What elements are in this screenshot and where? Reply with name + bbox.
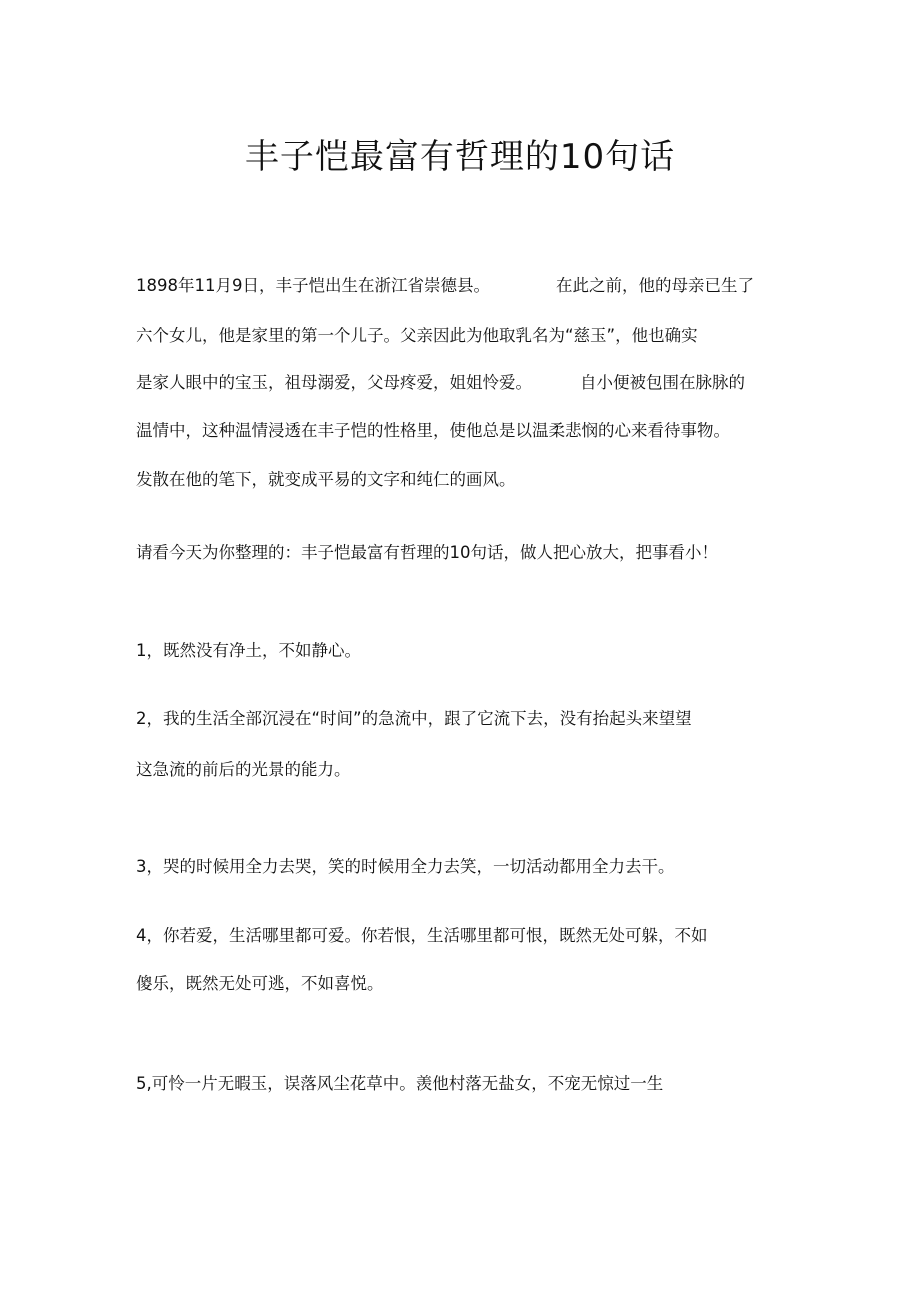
intro-line-3-part-b: 自小便被包围在脉脉的 [580, 373, 745, 392]
quote-4-line-1: 4，你若爱，生活哪里都可爱。你若恨，生活哪里都可恨，既然无处可躲，不如 [136, 926, 708, 945]
intro-line-1-part-a: 1898年11月9日，丰子恺出生在浙江省崇德县。 [136, 276, 490, 295]
quote-1-line-1: 1，既然没有净土，不如静心。 [136, 641, 361, 660]
intro-line-3-part-a: 是家人眼中的宝玉，祖母溺爱，父母疼爱，姐姐怜爱。 [136, 373, 532, 392]
intro-line-4: 温情中，这种温情浸透在丰子恺的性格里，使他总是以温柔悲悯的心来看待事物。 [136, 421, 730, 440]
intro-line-3 [136, 369, 776, 397]
intro-line-5: 发散在他的笔下，就变成平易的文字和纯仁的画风。 [136, 470, 516, 489]
intro-line-1-part-b: 在此之前，他的母亲已生了 [556, 276, 754, 295]
quote-3-line-1: 3，哭的时候用全力去哭，笑的时候用全力去笑，一切活动都用全力去干。 [136, 857, 675, 876]
intro-line-2: 六个女儿，他是家里的第一个儿子。父亲因此为他取乳名为“慈玉”，他也确实 [136, 326, 698, 345]
quote-2-line-1: 2，我的生活全部沉浸在“时间”的急流中，跟了它流下去，没有抬起头来望望 [136, 709, 692, 728]
quote-2-line-2: 这急流的前后的光景的能力。 [136, 760, 351, 779]
intro-line-1 [136, 272, 776, 300]
lead-paragraph: 请看今天为你整理的：丰子恺最富有哲理的10句话，做人把心放大，把事看小！ [136, 543, 718, 562]
quote-4-line-2: 傻乐，既然无处可逃，不如喜悦。 [136, 974, 384, 993]
quote-5-line-1: 5,可怜一片无暇玉，误落风尘花草中。羡他村落无盐女，不宠无惊过一生 [136, 1074, 664, 1093]
document-title: 丰子恺最富有哲理的10句话 [244, 137, 676, 177]
